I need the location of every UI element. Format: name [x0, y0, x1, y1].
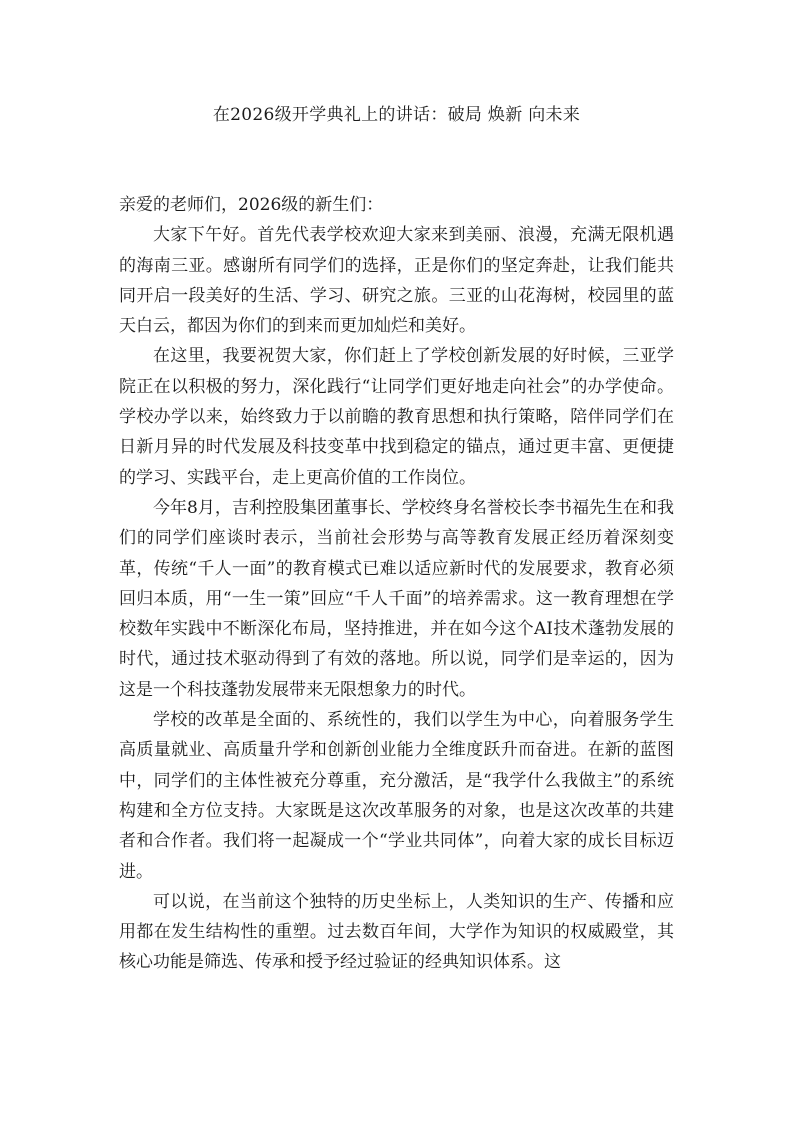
paragraph-1: 大家下午好。首先代表学校欢迎大家来到美丽、浪漫，充满无限机遇的海南三亚。感谢所有同学们的选择，正是你们的坚定奔赴，让我们能共同开启一段美好的生活、学习、研究之旅。三亚的山花海树，校园里的蓝天白云，都因为你们的到来而更加灿烂和美好。	[119, 225, 674, 337]
paragraph-5: 可以说，在当前这个独特的历史坐标上，人类知识的生产、传播和应用都在发生结构性的重塑。过去数百年间，大学作为知识的权威殿堂，其核心功能是筛选、传承和授予经过验证的经典知识体系。这	[119, 891, 674, 973]
paragraph-4: 学校的改革是全面的、系统性的，我们以学生为中心，向着服务学生高质量就业、高质量升学和创新创业能力全维度跃升而奋进。在新的蓝图中，同学们的主体性被充分尊重，充分激活，是“我学什么我做主”的系统构建和全方位支持。大家既是这次改革服务的对象，也是这次改革的共建者和合作者。我们将一起凝成一个“学业共同体”，向着大家的成长目标迈进。	[119, 710, 674, 882]
salutation: 亲爱的老师们，2026级的新生们：	[119, 195, 384, 215]
document-body	[119, 190, 674, 978]
document-title: 在2026级开学典礼上的讲话：破局 焕新 向未来	[212, 105, 581, 125]
paragraph-3: 今年8月，吉利控股集团董事长、学校终身名誉校长李书福先生在和我们的同学们座谈时表示，当前社会形势与高等教育发展正经历着深刻变革，传统“千人一面”的教育模式已难以适应新时代的发展要求，教育必须回归本质，用“一生一策”回应“千人千面”的培养需求。这一教育理想在学校数年实践中不断深化布局，坚持推进，并在如今这个AI技术蓬勃发展的时代，通过技术驱动得到了有效的落地。所以说，同学们是幸运的，因为这是一个科技蓬勃发展带来无限想象力的时代。	[119, 497, 674, 700]
paragraph-2: 在这里，我要祝贺大家，你们赶上了学校创新发展的好时候，三亚学院正在以积极的努力，深化践行“让同学们更好地走向社会”的办学使命。学校办学以来，始终致力于以前瞻的教育思想和执行策略，陪伴同学们在日新月异的时代发展及科技变革中找到稳定的锚点，通过更丰富、更便捷的学习、实践平台，走上更高价值的工作岗位。	[119, 346, 674, 488]
